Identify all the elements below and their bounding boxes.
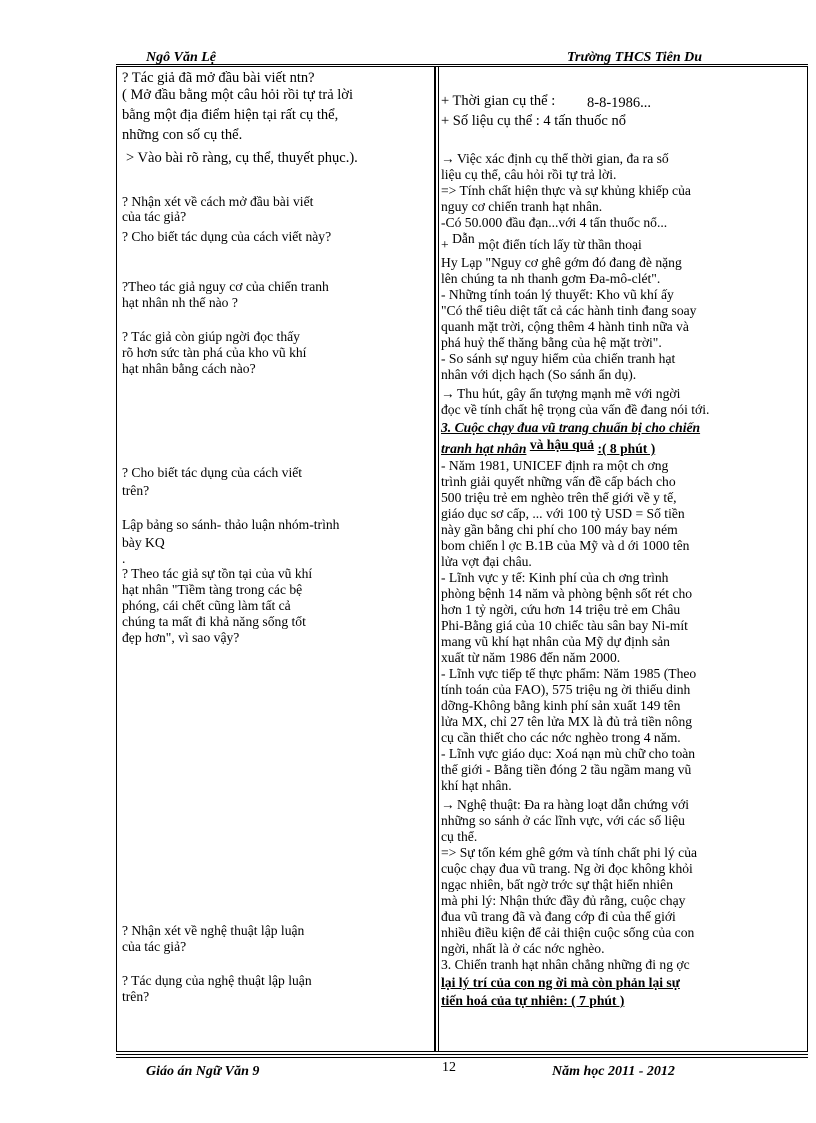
section-heading-text: và hậu quả bbox=[529, 437, 595, 452]
left-line: của tác giả? bbox=[122, 209, 187, 224]
right-line: này gần bằng chi phí cho 100 máy bay ném bbox=[441, 522, 678, 537]
right-line: giáo dục sơ cấp, ... với 100 tỷ USD = Số tiền bbox=[441, 506, 685, 521]
right-line: => Tính chất hiện thực và sự khủng khiếp của bbox=[441, 183, 691, 198]
left-line: ? Cho biết tác dụng của cách viết này? bbox=[122, 229, 332, 244]
section-time: :( 8 phút ) bbox=[597, 441, 656, 456]
header-rule bbox=[116, 64, 808, 65]
right-line: + Thời gian cụ thể : bbox=[441, 93, 556, 109]
right-line: lửa vợt đại châu. bbox=[441, 554, 532, 569]
right-line: những so sánh ở các lĩnh vực, với các số liệu bbox=[441, 813, 685, 828]
left-line: > Vào bài rõ ràng, cụ thể, thuyết phục.). bbox=[126, 150, 358, 166]
right-line: liệu cụ thể, câu hỏi rồi tự trả lời. bbox=[441, 167, 617, 182]
right-line: hơn 1 tỷ ngời, cứu hơn 14 triệu trẻ em Châu bbox=[441, 602, 681, 617]
header-school: Trường THCS Tiên Du bbox=[567, 50, 703, 65]
left-line: hạt nhân "Tiềm tàng trong các bệ bbox=[122, 582, 303, 597]
right-line-text: một điển tích lấy từ thần thoại bbox=[478, 237, 642, 252]
left-line: Lập bảng so sánh- thảo luận nhóm-trình bbox=[122, 517, 340, 532]
footer-title: Giáo án Ngữ Văn 9 bbox=[146, 1064, 260, 1079]
right-line: mang vũ khí hạt nhân của Mỹ dự định sản bbox=[441, 634, 670, 649]
left-line: ? Theo tác giả sự tồn tại của vũ khí bbox=[122, 566, 313, 581]
right-line: - Lĩnh vực y tế: Kinh phí của ch ơng trình bbox=[441, 570, 669, 585]
column-divider bbox=[434, 66, 436, 1052]
right-line: - Năm 1981, UNICEF định ra một ch ơng bbox=[441, 458, 669, 473]
right-line: cuộc chạy đua vũ trang. Ng ời đọc không khỏi bbox=[441, 861, 693, 876]
right-line: cụ thể. bbox=[441, 829, 478, 844]
left-line: trên? bbox=[122, 989, 150, 1004]
right-line: trình giải quyết những vấn đề cấp bách cho bbox=[441, 474, 676, 489]
left-line: ? Tác dụng của nghệ thuật lập luận bbox=[122, 973, 312, 988]
right-line: lửa MX, chỉ 27 tên lửa MX là đủ trả tiền nông bbox=[441, 714, 693, 729]
section-heading: 3. Cuộc chạy đua vũ trang chuẩn bị cho chiến bbox=[441, 420, 701, 435]
right-line-text: Nghệ thuật: Đa ra hàng loạt dẫn chứng với bbox=[457, 797, 689, 812]
right-line: dỡng-Không bằng kinh phí sản xuất 149 tên bbox=[441, 698, 681, 713]
right-line: - Lĩnh vực giáo dục: Xoá nạn mù chữ cho toàn bbox=[441, 746, 696, 761]
right-line: - Lĩnh vực tiếp tế thực phẩm: Năm 1985 (Theo bbox=[441, 666, 697, 681]
left-line: ? Cho biết tác dụng của cách viết bbox=[122, 465, 303, 480]
left-line: trên? bbox=[122, 483, 150, 498]
right-line: bom chiến l ợc B.1B của Mỹ và d ới 1000 tên bbox=[441, 538, 690, 553]
right-line: thế giới - Bằng tiền đóng 2 tầu ngầm mang vũ bbox=[441, 762, 692, 777]
right-line-text: Thu hút, gây ấn tượng mạnh mẽ với ngời bbox=[457, 386, 681, 401]
right-line: Phi-Bằng giá của 10 chiếc tàu sân bay Ni-mít bbox=[441, 618, 688, 633]
footer-rule bbox=[116, 1057, 808, 1058]
left-line: những con số cụ thể. bbox=[122, 127, 243, 143]
right-line: ngạc nhiên, bất ngờ trớc sự thật hiển nhiên bbox=[441, 877, 674, 892]
arrow-icon: → bbox=[441, 151, 455, 166]
right-line: đọc về tính chất hệ trọng của vấn đề đang nói tới. bbox=[441, 402, 710, 417]
right-line: - Những tính toán lý thuyết: Kho vũ khí ấy bbox=[441, 287, 674, 302]
right-line: "Có thể tiêu diệt tất cả các hành tinh đang soay bbox=[441, 303, 697, 318]
left-line: ? Tác giả đã mở đầu bài viết ntn? bbox=[122, 70, 315, 86]
right-line: phòng bệnh 14 năm và phòng bệnh sốt rét cho bbox=[441, 586, 693, 601]
left-line: phóng, cái chết cũng làm tất cả bbox=[122, 598, 291, 613]
right-line: xuất từ năm 1986 đến năm 2000. bbox=[441, 650, 621, 665]
section-heading: tiến hoá của tự nhiên: ( 7 phút ) bbox=[441, 993, 625, 1008]
right-line: nhiều điều kiện để cải thiện cuộc sống của con bbox=[441, 925, 695, 940]
right-line-text: Dẫn bbox=[452, 231, 475, 246]
left-line: ?Theo tác giả nguy cơ của chiến tranh bbox=[122, 279, 329, 294]
right-line bbox=[441, 152, 669, 167]
column-divider-inner bbox=[438, 66, 439, 1052]
right-line: + Số liệu cụ thể : 4 tấn thuốc nổ bbox=[441, 113, 626, 129]
left-line: hạt nhân bằng cách nào? bbox=[122, 361, 256, 376]
right-line: mà phi lý: Nhận thức đầy đủ rằng, cuộc chạy bbox=[441, 893, 686, 908]
left-line: . bbox=[122, 551, 126, 566]
right-line: lên chúng ta nh thanh gơm Đa-mô-clét". bbox=[441, 271, 661, 286]
left-line: ? Nhận xét về nghệ thuật lập luận bbox=[122, 923, 305, 938]
right-line: quanh mặt trời, cộng thêm 4 hành tinh nữa và bbox=[441, 319, 689, 334]
right-line: -Có 50.000 đầu đạn...với 4 tấn thuốc nổ... bbox=[441, 215, 668, 230]
left-line: hạt nhân nh thế nào ? bbox=[122, 295, 238, 310]
page-number: 12 bbox=[442, 1060, 456, 1075]
left-line: ? Tác giả còn giúp ngời đọc thấy bbox=[122, 329, 300, 344]
left-line: ( Mở đầu bằng một câu hỏi rồi tự trả lời bbox=[122, 87, 353, 103]
right-line: nhân với dịch hạch (So sánh ẩn dụ). bbox=[441, 367, 637, 382]
plus-marker: + bbox=[441, 237, 449, 252]
footer-year: Năm học 2011 - 2012 bbox=[552, 1064, 675, 1079]
left-line: bày KQ bbox=[122, 535, 165, 550]
left-line: bằng một địa điểm hiện tại rất cụ thể, bbox=[122, 107, 339, 123]
left-line: ? Nhận xét về cách mở đầu bài viết bbox=[122, 194, 314, 209]
section-heading: lại lý trí của con ng ời mà còn phản lại sự bbox=[441, 975, 680, 990]
right-line: ngời, nhất là ở các nớc nghèo. bbox=[441, 941, 605, 956]
section-heading-text: tranh hạt nhân bbox=[441, 441, 527, 456]
right-line: Hy Lạp "Nguy cơ ghê gớm đó đang đè nặng bbox=[441, 255, 682, 270]
right-line: cụ cần thiết cho các nớc nghèo trong 4 năm. bbox=[441, 730, 681, 745]
right-line: tính toán của FAO), 575 triệu ng ời thiếu dinh bbox=[441, 682, 691, 697]
right-line: khí hạt nhân. bbox=[441, 778, 512, 793]
right-line bbox=[441, 231, 642, 253]
right-line: 8-8-1986... bbox=[587, 95, 652, 111]
right-line bbox=[441, 387, 680, 402]
right-line bbox=[441, 798, 689, 813]
left-line: đẹp hơn", vì sao vậy? bbox=[122, 630, 240, 645]
right-line: 500 triệu trẻ em nghèo trên thế giới về y tế, bbox=[441, 490, 677, 505]
header-author: Ngô Văn Lệ bbox=[146, 50, 216, 65]
right-line: - So sánh sự nguy hiểm của chiến tranh hạt bbox=[441, 351, 676, 366]
right-line-text: Việc xác định cụ thể thời gian, đa ra số bbox=[457, 151, 669, 166]
right-line: => Sự tốn kém ghê gớm và tính chất phi lý của bbox=[441, 845, 698, 860]
right-line: đua vũ trang đã và đang cớp đi của thế giới bbox=[441, 909, 676, 924]
left-line: của tác giả? bbox=[122, 939, 187, 954]
right-line: phá huỷ thế thăng bằng của hệ mặt trời". bbox=[441, 335, 662, 350]
left-line: rõ hơn sức tàn phá của kho vũ khí bbox=[122, 345, 307, 360]
left-line: chúng ta mất đi khả năng sống tốt bbox=[122, 614, 306, 629]
arrow-icon: → bbox=[441, 386, 455, 401]
section-heading-line bbox=[441, 437, 656, 457]
footer-rule bbox=[116, 1054, 808, 1055]
arrow-icon: → bbox=[441, 797, 455, 812]
right-line: 3. Chiến tranh hạt nhân chẳng những đi ng ợc bbox=[441, 957, 690, 972]
right-line: nguy cơ chiến tranh hạt nhân. bbox=[441, 199, 603, 214]
